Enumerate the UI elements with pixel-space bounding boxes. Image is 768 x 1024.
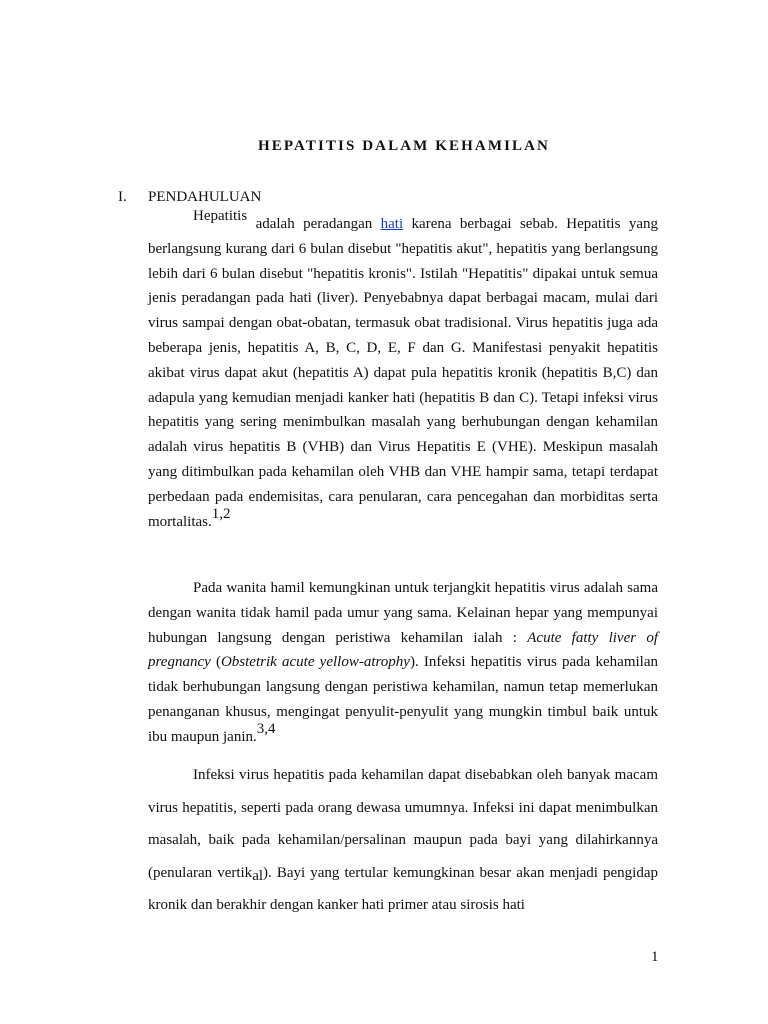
paragraph-3 [148,759,658,922]
paragraph-2-italic-1: Acute fatty liver of pregnancy [148,629,658,671]
paragraph-3-text-a: Infeksi virus hepatitis pada kehamilan dapat disebabkan oleh banyak macam virus hepatitis, seperti pada orang dewasa umumnya. Infeksi ini dapat menimbulkan masalah, baik pada kehamilan/persalinan maupun pada bayi yang dilahirkannya (penularan vertik [148,767,658,881]
section-heading: PENDAHULUAN [148,189,262,205]
paragraph-3-text-b: ). Bayi yang tertular kemungkinan besar akan menjadi pengidap kronik dan berakhir dengan kanker hati primer atau sirosis hati [148,864,658,913]
paragraph-2-text-a: Pada wanita hamil kemungkinan untuk terjangkit hepatitis virus adalah sama dengan wanita tidak hamil pada umur yang sama. Kelainan hepar yang mempunyai hubungan langsung dengan peristiwa kehamilan ialah : [148,580,658,646]
paragraph-1-lead-word: Hepatitis [193,208,248,224]
paragraph-2-italic-2: Obstetrik acute yellow-atrophy [220,654,410,671]
hati-link[interactable]: hati [380,216,404,232]
document-title: HEPATITIS DALAM KEHAMILAN [258,138,550,154]
paragraph-2-text-c: ). Infeksi hepatitis virus pada kehamilan tidak berhubungan langsung dengan peristiwa kehamilan, namun tetap memerlukan penanganan khusus, mengingat penyulit-penyulit yang mungkin timbul baik untuk ibu maupun janin. [148,654,658,745]
page-number: 1 [651,949,659,965]
citation-3-4: 3,4 [256,720,276,737]
paragraph-2-text-b: ( [210,654,221,671]
paragraph-1-text-b: karena berbagai sebab. Hepatitis yang berlangsung kurang dari 6 bulan disebut "hepatitis akut", hepatitis yang berlangsung lebih dari 6 bulan disebut "hepatitis kronis". Istilah "Hepatitis" dipakai untuk semua jenis peradangan pada hati (liver). Penyebabnya dapat berbagai macam, mulai dari virus sampai dengan obat-obatan, termasuk obat tradisional. Virus hepatitis juga ada beberapa jenis, hepatitis A, B, C, D, E, F dan G. Manifestasi penyakit hepatitis akibat virus dapat akut (hepatitis A) dapat pula hepatitis kronik (hepatitis B,C) dan adapula yang kemudian menjadi kanker hati (hepatitis B dan C). Tetapi infeksi virus hepatitis yang sering menimbulkan masalah yang berhubungan dengan kehamilan adalah virus hepatitis B (VHB) dan Virus Hepatitis E (VHE). Meskipun masalah yang ditimbulkan pada kehamilan oleh VHB dan VHE hampir sama, tetapi terdapat perbedaan pada endemisitas, cara penularan, cara pencegahan dan morbiditas serta mortalitas. [148,216,658,530]
section-number: I. [118,189,127,205]
paragraph-1-text-a: adalah peradangan [255,216,381,232]
paragraph-2 [148,576,658,750]
citation-1-2: 1,2 [211,505,231,522]
paragraph-1 [148,208,658,534]
paragraph-3-subscript: al [252,867,264,884]
